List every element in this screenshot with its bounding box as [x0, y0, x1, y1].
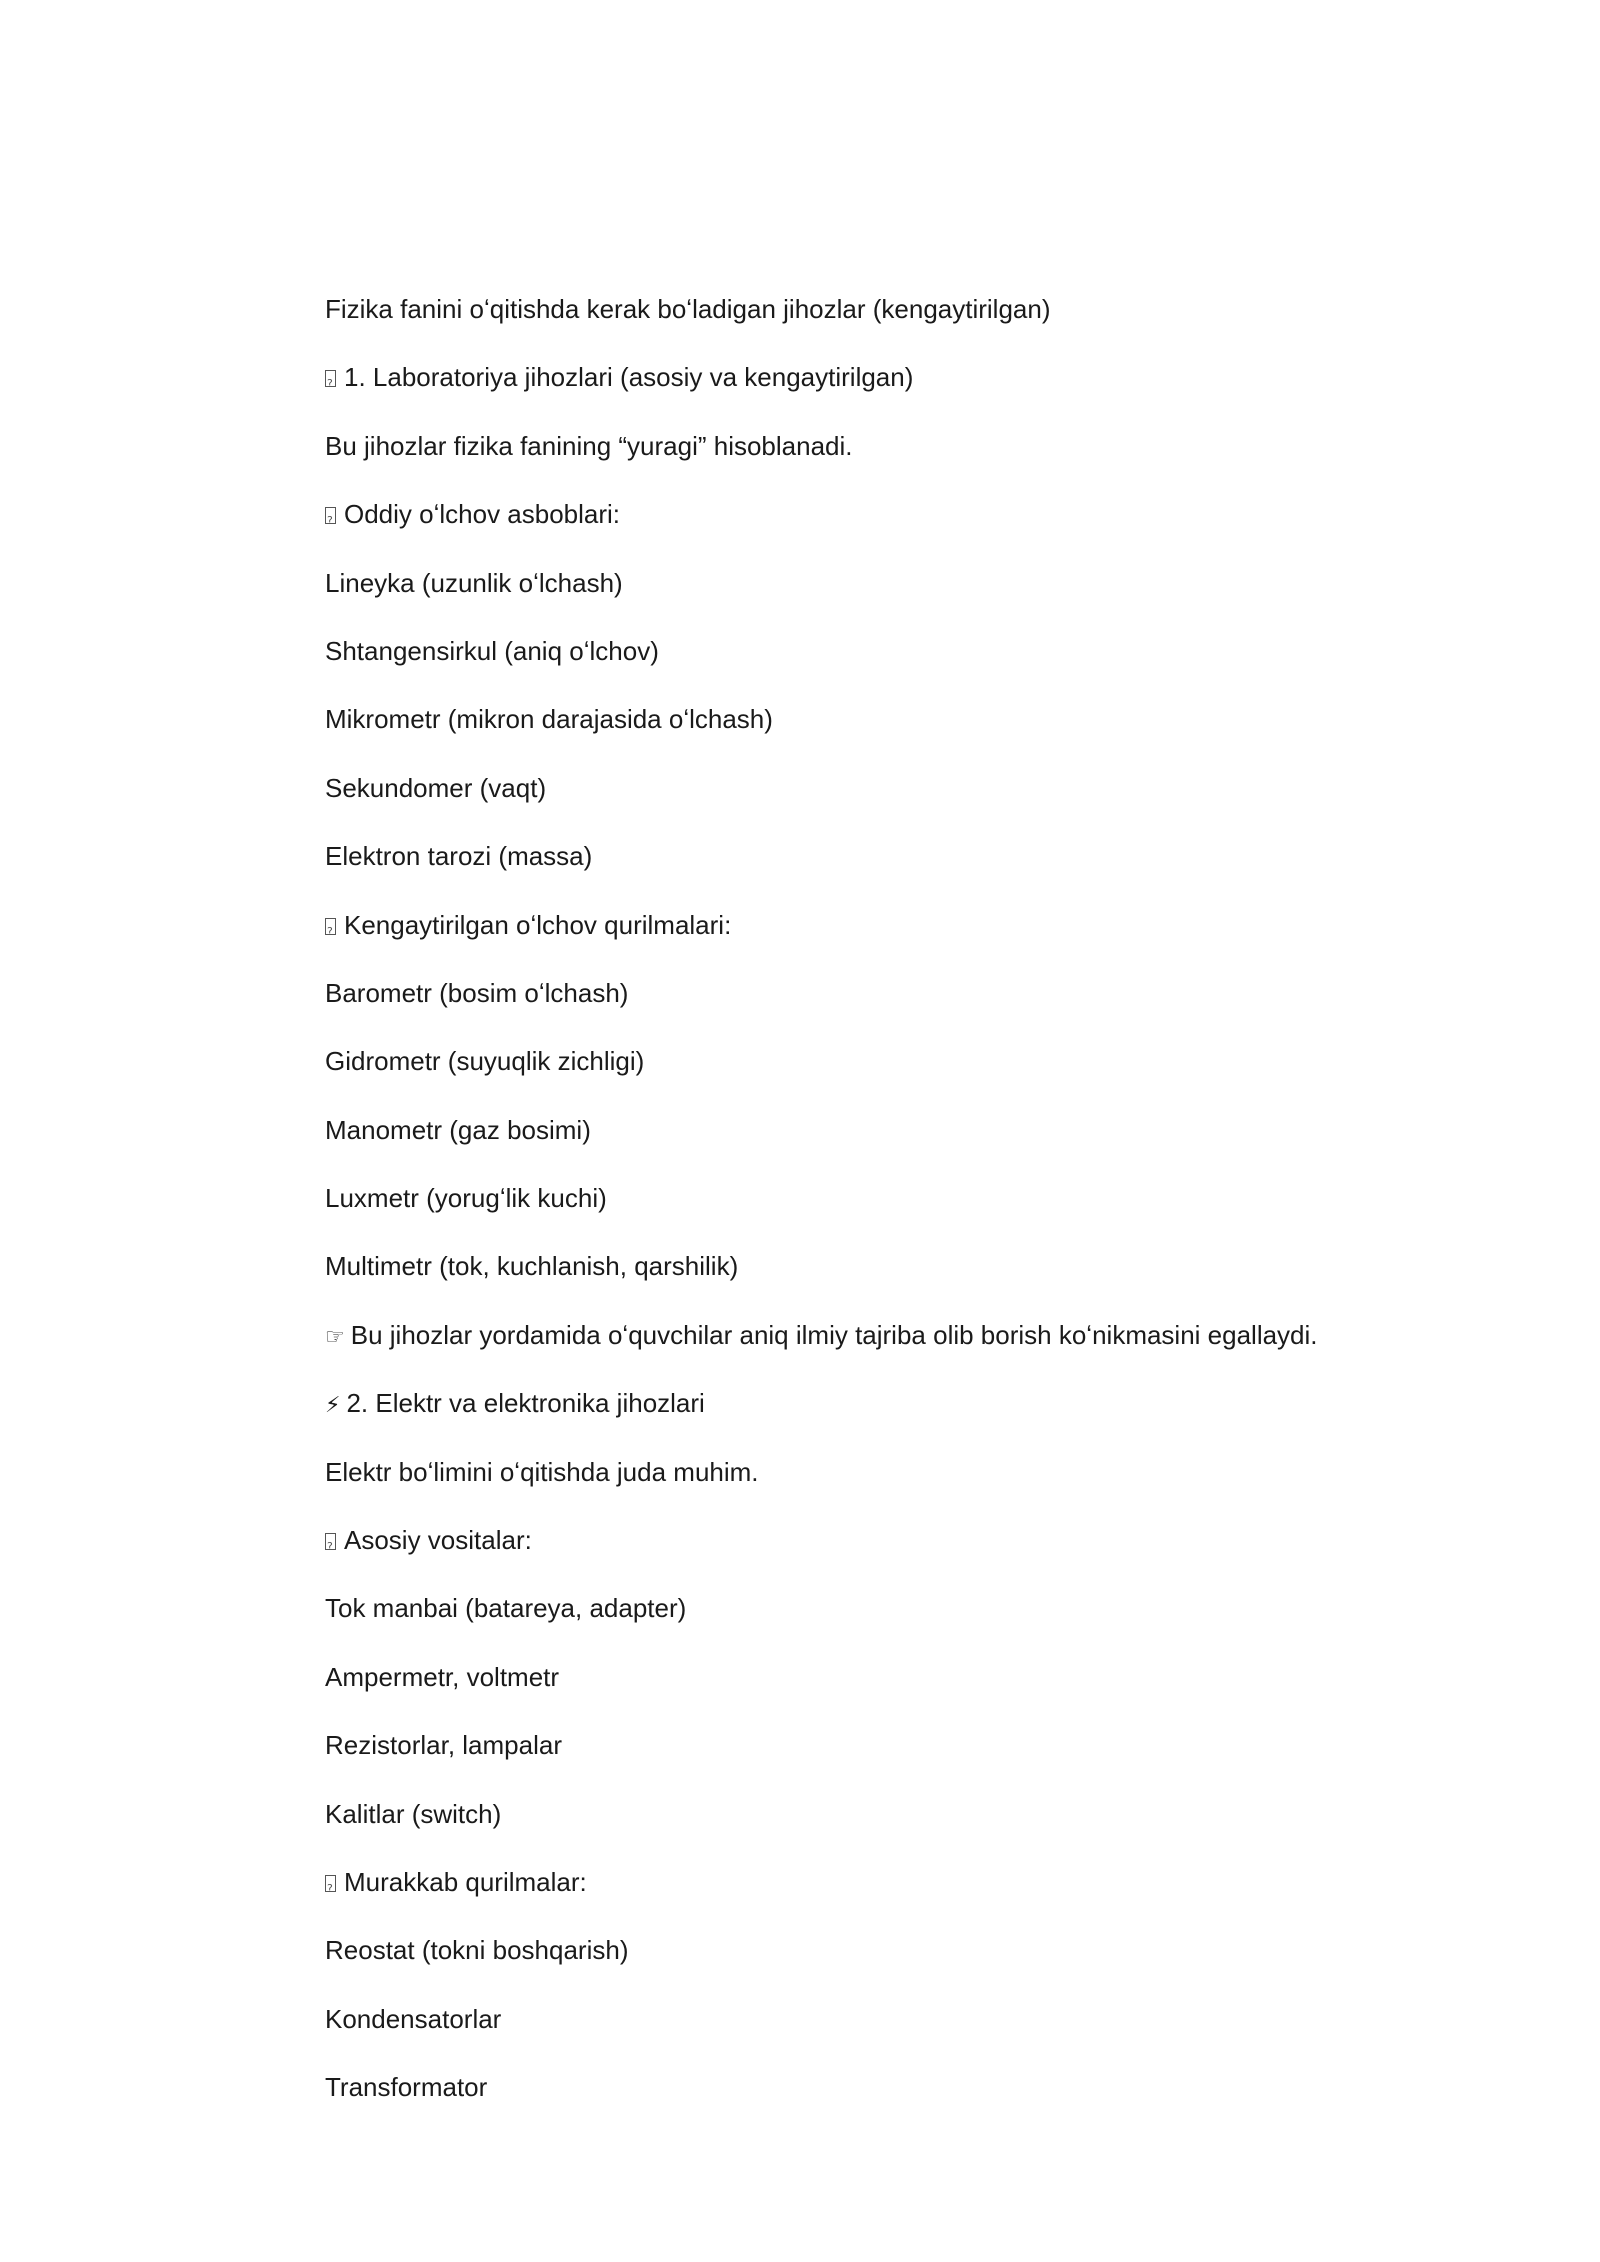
- note-line: [325, 1316, 1505, 1384]
- missing-glyph-icon: [325, 1533, 336, 1550]
- line-text: 1. Laboratoriya jihozlari (asosiy va kengaytirilgan): [344, 362, 914, 393]
- subheading-basic-tools: [325, 1521, 1505, 1589]
- list-item: Sekundomer (vaqt): [325, 772, 547, 803]
- subheading-simple-instruments: [325, 495, 1505, 563]
- pointing-hand-icon: ☞: [325, 1324, 345, 1350]
- section-heading-laboratory: [325, 358, 1505, 426]
- line-text: Bu jihozlar yordamida oʻquvchilar aniq ilmiy tajriba olib borish koʻnikmasini egallaydi.: [350, 1319, 1318, 1350]
- list-item: Mikrometr (mikron darajasida oʻlchash): [325, 704, 773, 735]
- line-text: Oddiy oʻlchov asboblari:: [344, 499, 621, 530]
- missing-glyph-icon: [325, 1875, 336, 1892]
- missing-glyph-icon: [325, 370, 336, 387]
- document-title: Fizika fanini oʻqitishda kerak boʻladigan jihozlar (kengaytirilgan): [325, 294, 1051, 324]
- line-text: Asosiy vositalar:: [344, 1525, 532, 1556]
- lightning-icon: ⚡: [325, 1393, 341, 1419]
- paragraph: Bu jihozlar fizika fanining “yuragi” hisoblanadi.: [325, 430, 853, 461]
- line-text: Murakkab qurilmalar:: [344, 1866, 587, 1897]
- line-text: Kengaytirilgan oʻlchov qurilmalari:: [344, 909, 732, 940]
- list-item: Barometr (bosim oʻlchash): [325, 977, 629, 1008]
- list-item: Manometr (gaz bosimi): [325, 1114, 591, 1145]
- section-heading-electric: [325, 1384, 1505, 1452]
- list-item: Multimetr (tok, kuchlanish, qarshilik): [325, 1251, 739, 1282]
- list-item: Transformator: [325, 2072, 488, 2103]
- list-item: Gidrometr (suyuqlik zichligi): [325, 1046, 645, 1077]
- list-item: Reostat (tokni boshqarish): [325, 1935, 629, 1966]
- missing-glyph-icon: [325, 507, 336, 524]
- list-item: Lineyka (uzunlik oʻlchash): [325, 567, 623, 598]
- list-item: Ampermetr, voltmetr: [325, 1661, 560, 1692]
- list-item: Kondensatorlar: [325, 2003, 502, 2034]
- list-item: Tok manbai (batareya, adapter): [325, 1593, 687, 1624]
- document-body: [325, 290, 1505, 2137]
- list-item: Kalitlar (switch): [325, 1798, 502, 1829]
- list-item: Luxmetr (yorugʻlik kuchi): [325, 1183, 607, 1214]
- subheading-extended-instruments: [325, 906, 1505, 974]
- subheading-complex-devices: [325, 1863, 1505, 1931]
- list-item: Rezistorlar, lampalar: [325, 1730, 562, 1761]
- missing-glyph-icon: [325, 918, 336, 935]
- paragraph: Elektr boʻlimini oʻqitishda juda muhim.: [325, 1456, 759, 1487]
- list-item: Elektron tarozi (massa): [325, 841, 593, 872]
- line-text: 2. Elektr va elektronika jihozlari: [346, 1388, 705, 1419]
- list-item: Shtangensirkul (aniq oʻlchov): [325, 635, 659, 666]
